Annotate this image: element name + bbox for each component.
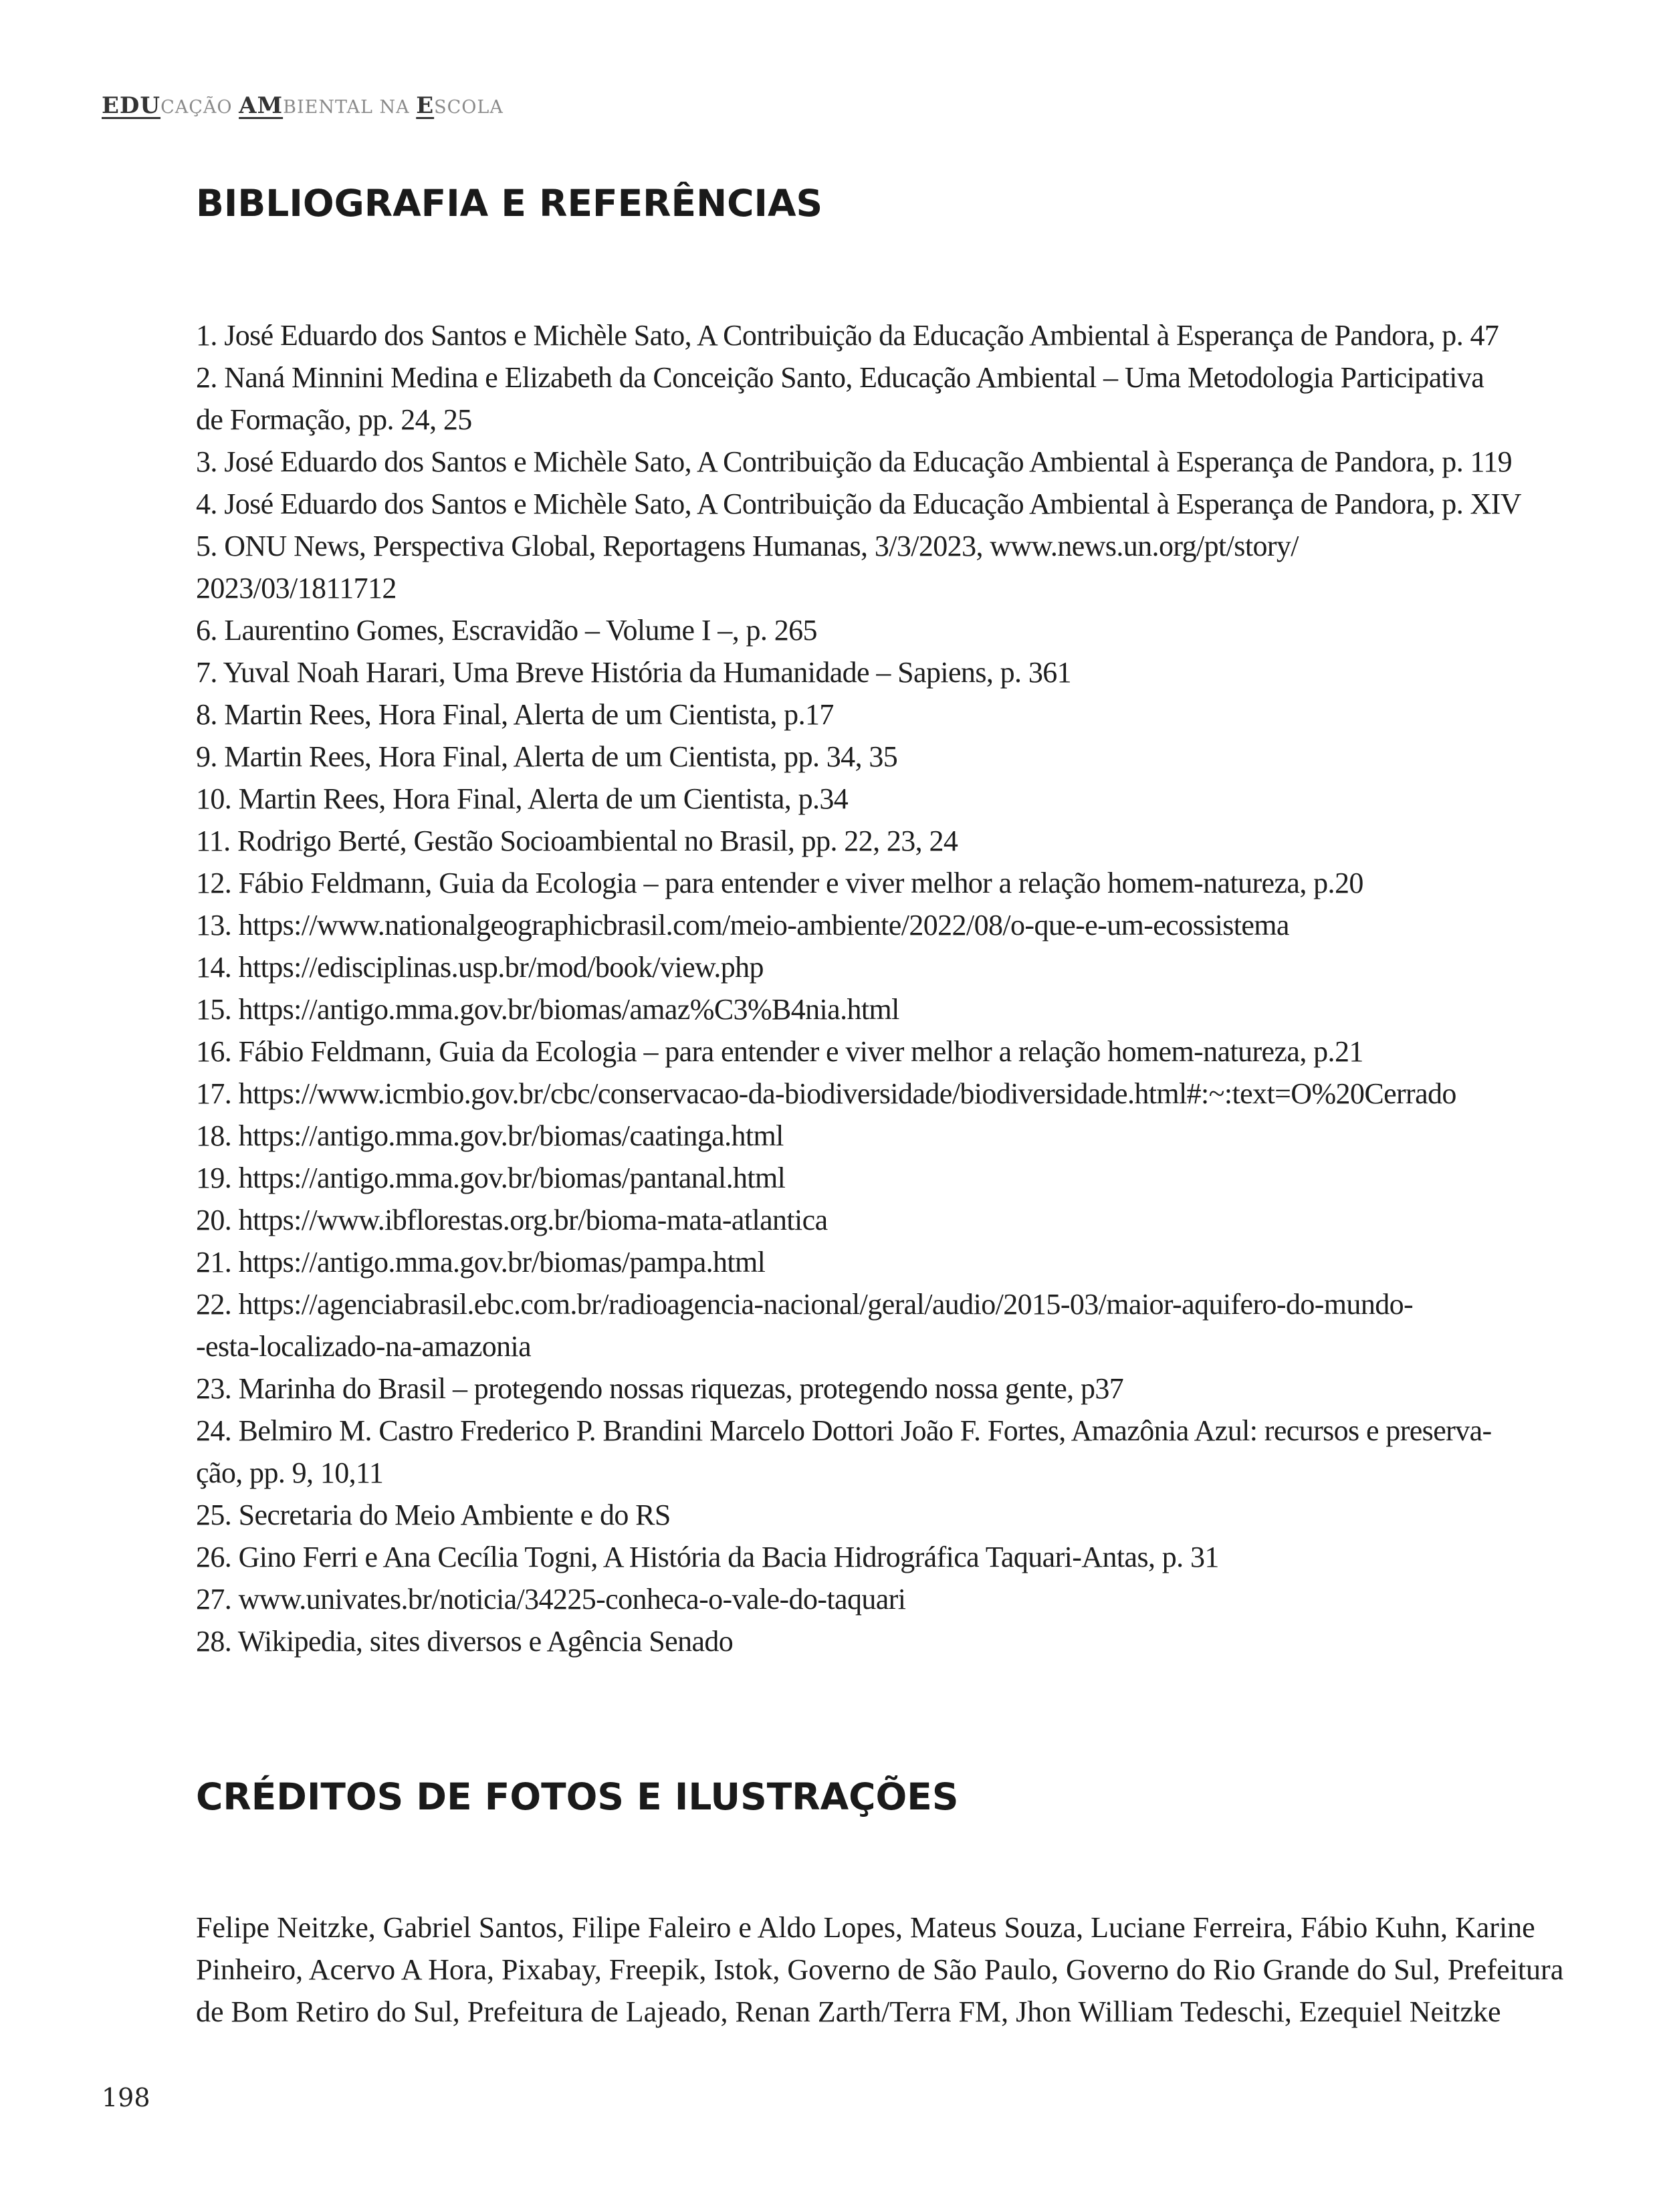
reference-line: 13. https://www.nationalgeographicbrasil.com/meio-ambiente/2022/08/o-que-e-um-ecossistema xyxy=(196,909,1289,942)
running-header-part: E xyxy=(416,92,435,119)
reference-line: 6. Laurentino Gomes, Escravidão – Volume I –, p. 265 xyxy=(196,614,817,647)
reference-line: 20. https://www.ibflorestas.org.br/bioma-mata-atlantica xyxy=(196,1204,828,1236)
reference-line: 15. https://antigo.mma.gov.br/biomas/amaz%C3%B4nia.html xyxy=(196,993,899,1026)
running-header-part: EDU xyxy=(102,92,161,119)
reference-line: 27. www.univates.br/noticia/34225-conheca-o-vale-do-taquari xyxy=(196,1583,906,1616)
reference-line: 9. Martin Rees, Hora Final, Alerta de um Cientista, pp. 34, 35 xyxy=(196,740,898,773)
credits-text: Felipe Neitzke, Gabriel Santos, Filipe Faleiro e Aldo Lopes, Mateus Souza, Luciane Ferreira, Fábio Kuhn, Karine Pinheiro, Acervo A Hora, Pixabay, Freepik, Istok, Governo de São Paulo, Governo do Rio Grande do Sul, Prefeitura de Bom Retiro do Sul, Prefeitura de Lajeado, Renan Zarth/Terra FM, Jhon William Tedeschi, Ezequiel Neitzke xyxy=(196,1911,1564,2028)
reference-line: 18. https://antigo.mma.gov.br/biomas/caatinga.html xyxy=(196,1119,784,1152)
reference-line: 25. Secretaria do Meio Ambiente e do RS xyxy=(196,1499,671,1531)
reference-line: 17. https://www.icmbio.gov.br/cbc/conservacao-da-biodiversidade/biodiversidade.html#:~:text=O%20Cerrado xyxy=(196,1077,1456,1110)
bibliography-title: BIBLIOGRAFIA E REFERÊNCIAS xyxy=(196,182,823,225)
reference-line: 11. Rodrigo Berté, Gestão Socioambiental no Brasil, pp. 22, 23, 24 xyxy=(196,824,958,857)
running-header-part: CAÇÃO xyxy=(160,97,239,118)
reference-line: 21. https://antigo.mma.gov.br/biomas/pampa.html xyxy=(196,1246,766,1279)
reference-line: 5. ONU News, Perspectiva Global, Reportagens Humanas, 3/3/2023, www.news.un.org/pt/story/ xyxy=(196,530,1299,562)
reference-line: 14. https://edisciplinas.usp.br/mod/book/view.php xyxy=(196,951,764,984)
running-header-part: SCOLA xyxy=(434,97,504,118)
reference-line: 3. José Eduardo dos Santos e Michèle Sato, A Contribuição da Educação Ambiental à Esperança de Pandora, p. 119 xyxy=(196,445,1513,478)
running-header-part: BIENTAL NA xyxy=(283,97,417,118)
reference-line: -esta-localizado-na-amazonia xyxy=(196,1330,532,1363)
reference-line: 26. Gino Ferri e Ana Cecília Togni, A História da Bacia Hidrográfica Taquari-Antas, p. 31 xyxy=(196,1541,1219,1573)
reference-line: 4. José Eduardo dos Santos e Michèle Sato, A Contribuição da Educação Ambiental à Esperança de Pandora, p. XIV xyxy=(196,487,1521,520)
reference-line: 12. Fábio Feldmann, Guia da Ecologia – para entender e viver melhor a relação homem-natureza, p.20 xyxy=(196,867,1363,899)
reference-line: 22. https://agenciabrasil.ebc.com.br/radioagencia-nacional/geral/audio/2015-03/maior-aquifero-do-mundo- xyxy=(196,1288,1414,1321)
reference-list xyxy=(196,314,1575,1662)
reference-line: de Formação, pp. 24, 25 xyxy=(196,403,472,436)
reference-line: 2023/03/1811712 xyxy=(196,572,397,604)
credits-title: CRÉDITOS DE FOTOS E ILUSTRAÇÕES xyxy=(196,1775,959,1818)
reference-line: 28. Wikipedia, sites diversos e Agência Senado xyxy=(196,1625,734,1658)
reference-line: 10. Martin Rees, Hora Final, Alerta de um Cientista, p.34 xyxy=(196,782,849,815)
reference-line: 19. https://antigo.mma.gov.br/biomas/pantanal.html xyxy=(196,1162,786,1194)
page-number: 198 xyxy=(102,2083,150,2112)
reference-line: 8. Martin Rees, Hora Final, Alerta de um Cientista, p.17 xyxy=(196,698,834,731)
reference-line: 2. Naná Minnini Medina e Elizabeth da Conceição Santo, Educação Ambiental – Uma Metodologia Participativa xyxy=(196,361,1484,394)
running-header-part: AM xyxy=(239,92,284,119)
reference-line: 7. Yuval Noah Harari, Uma Breve História da Humanidade – Sapiens, p. 361 xyxy=(196,656,1072,689)
reference-line: 23. Marinha do Brasil – protegendo nossas riquezas, protegendo nossa gente, p37 xyxy=(196,1372,1124,1405)
reference-line: 24. Belmiro M. Castro Frederico P. Brandini Marcelo Dottori João F. Fortes, Amazônia Azul: recursos e preserva- xyxy=(196,1414,1492,1447)
running-header xyxy=(102,92,504,119)
reference-line: ção, pp. 9, 10,11 xyxy=(196,1456,384,1489)
reference-line: 1. José Eduardo dos Santos e Michèle Sato, A Contribuição da Educação Ambiental à Esperança de Pandora, p. 47 xyxy=(196,319,1499,352)
reference-line: 16. Fábio Feldmann, Guia da Ecologia – para entender e viver melhor a relação homem-natureza, p.21 xyxy=(196,1035,1363,1068)
